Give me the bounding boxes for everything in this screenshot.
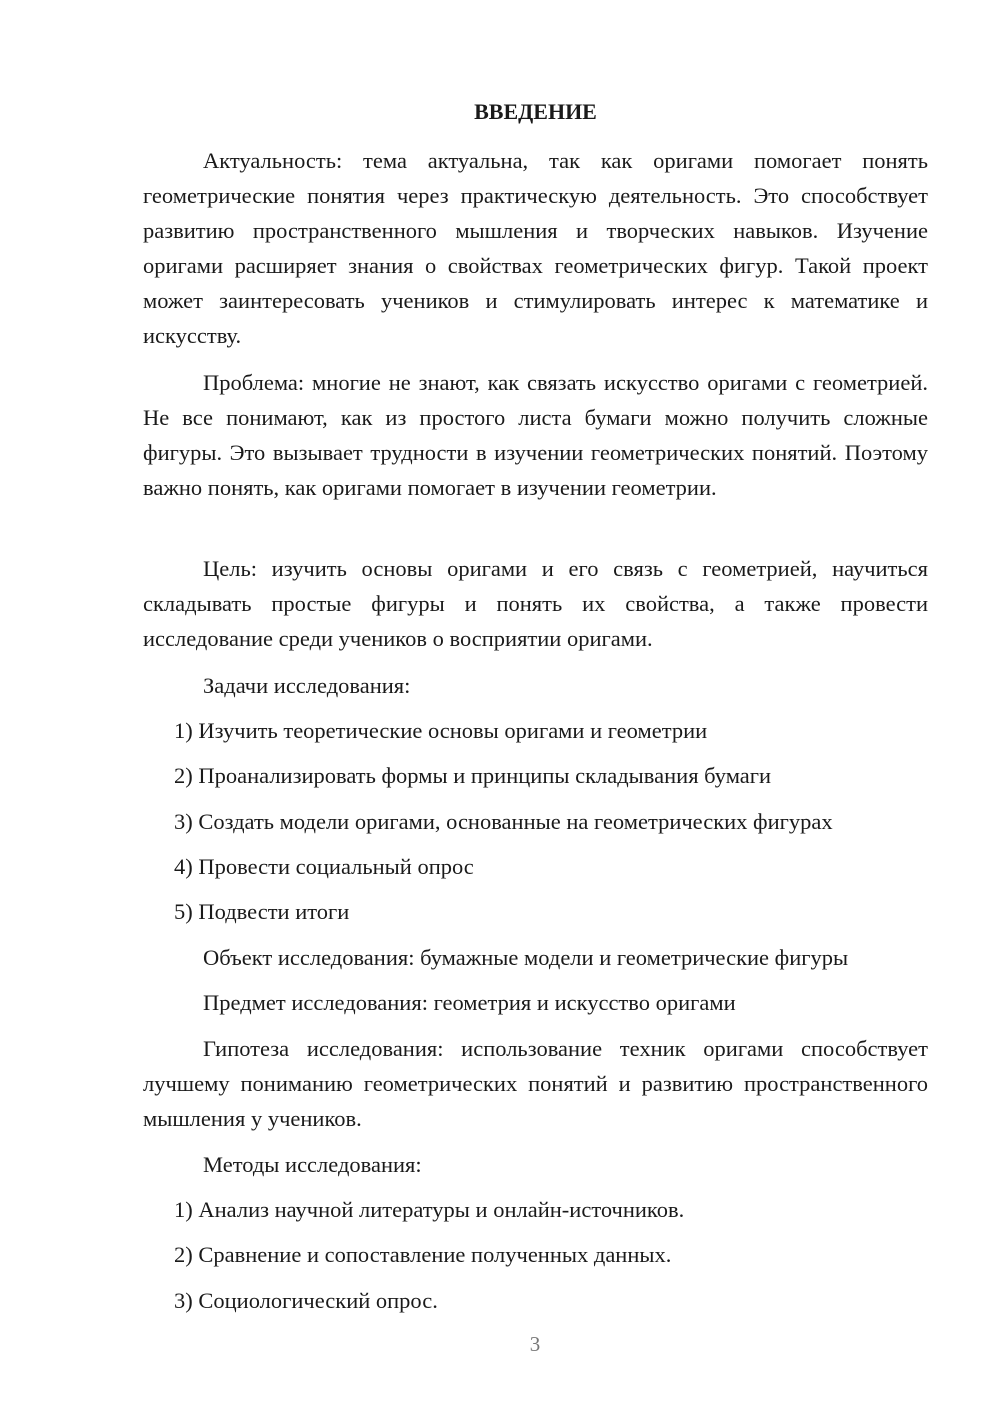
paragraph-goal: Цель: изучить основы оригами и его связь с геометрией, научиться складывать простые фигуры и понять их свойства, а также провести исследование среди учеников о восприятии оригами.	[143, 556, 928, 651]
task-item: 4) Провести социальный опрос	[174, 854, 474, 879]
paragraph-problem: Проблема: многие не знают, как связать искусство оригами с геометрией. Не все понимают, как из простого листа бумаги можно получить сложные фигуры. Это вызывает трудности в изучении геометрических понятий. Поэтому важно понять, как оригами помогает в изучении геометрии.	[143, 370, 928, 500]
tasks-heading: Задачи исследования:	[203, 673, 411, 698]
research-object: Объект исследования: бумажные модели и геометрические фигуры	[203, 945, 849, 970]
page-title: ВВЕДЕНИЕ	[474, 99, 597, 124]
paragraph-hypothesis: Гипотеза исследования: использование техник оригами способствует лучшему пониманию геометрических понятий и развитию пространственного мышления у учеников.	[143, 1036, 928, 1131]
task-item: 2) Проанализировать формы и принципы складывания бумаги	[174, 763, 772, 788]
task-item: 1) Изучить теоретические основы оригами и геометрии	[174, 718, 708, 743]
task-item: 3) Создать модели оригами, основанные на геометрических фигурах	[174, 809, 833, 834]
paragraph-relevance: Актуальность: тема актуальна, так как оригами помогает понять геометрические понятия через практическую деятельность. Это способствует развитию пространственного мышления и творческих навыков. Изучение оригами расширяет знания о свойствах геометрических фигур. Такой проект может заинтересовать учеников и стимулировать интерес к математике и искусству.	[143, 148, 928, 348]
research-subject: Предмет исследования: геометрия и искусство оригами	[203, 990, 736, 1015]
methods-heading: Методы исследования:	[203, 1152, 422, 1177]
method-item: 3) Социологический опрос.	[174, 1288, 438, 1313]
method-item: 1) Анализ научной литературы и онлайн-источников.	[174, 1197, 685, 1222]
task-item: 5) Подвести итоги	[174, 899, 350, 924]
method-item: 2) Сравнение и сопоставление полученных данных.	[174, 1242, 672, 1267]
page-number: 3	[529, 1332, 541, 1356]
